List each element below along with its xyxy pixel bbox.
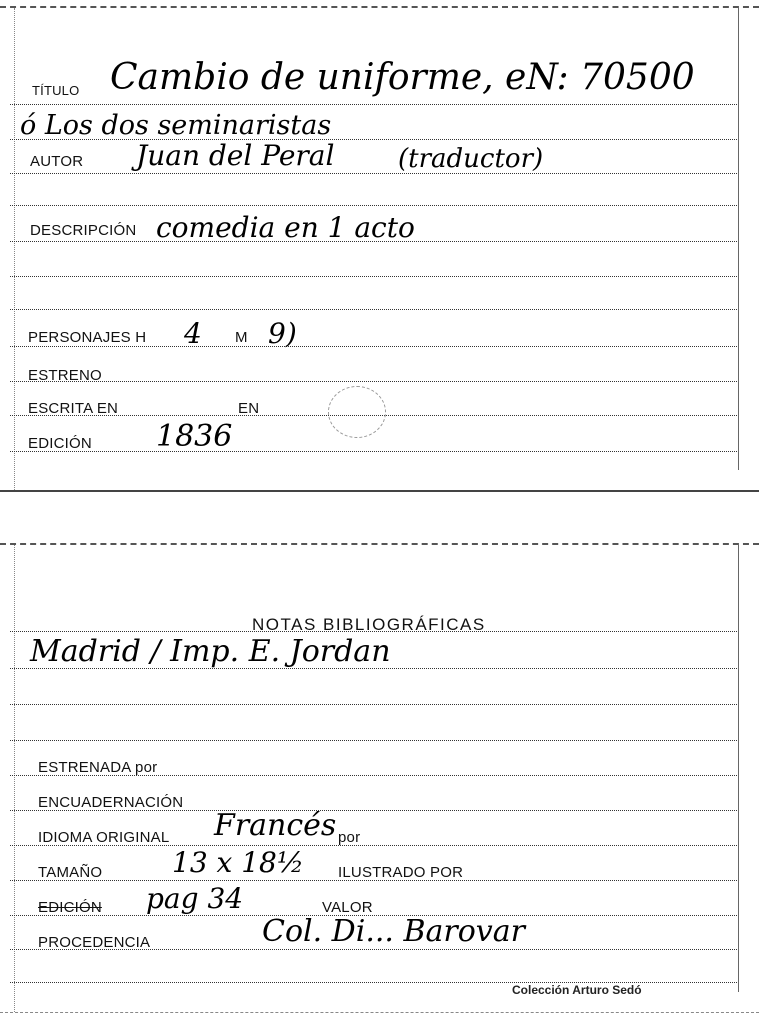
idioma-label: IDIOMA ORIGINAL	[38, 829, 170, 846]
card-right-edge	[738, 8, 739, 470]
rule-line	[10, 104, 737, 105]
escrita-en-label: ESCRITA EN	[28, 400, 119, 417]
tamano-value: 13 x 18½	[172, 846, 304, 879]
rule-line	[10, 381, 737, 382]
personajes-m-label: M	[235, 329, 248, 346]
procedencia-label: PROCEDENCIA	[38, 934, 151, 951]
rule-line	[10, 740, 737, 741]
personajes-label: PERSONAJES H	[28, 329, 147, 346]
titulo-value: Cambio de uniforme, eN: 70500	[110, 57, 695, 98]
ilustrado-label: ILUSTRADO POR	[338, 864, 464, 881]
notas-bibliograficas-heading: NOTAS BIBLIOGRÁFICAS	[252, 615, 486, 634]
notas-value: Madrid / Imp. E. Jordan	[30, 634, 391, 669]
rule-line	[10, 205, 737, 206]
rule-line	[10, 704, 737, 705]
titulo-value-continued: ó Los dos seminaristas	[20, 110, 332, 141]
edicion-value: pag 34	[146, 882, 244, 915]
encuadernacion-label: ENCUADERNACIÓN	[38, 794, 184, 811]
catalog-card-back	[0, 543, 759, 1013]
rule-line	[10, 346, 737, 347]
idioma-value: Francés	[214, 808, 337, 843]
edicion-value: 1836	[156, 419, 233, 454]
personajes-mujeres-value: 9)	[268, 317, 297, 350]
rule-line	[10, 451, 737, 452]
autor-value: Juan del Peral	[136, 139, 335, 172]
card-left-edge	[14, 8, 15, 490]
autor-label: AUTOR	[30, 153, 84, 170]
estreno-label: ESTRENO	[28, 367, 102, 384]
valor-label: VALOR	[322, 899, 373, 916]
en-label: EN	[238, 400, 260, 417]
card-left-edge	[14, 545, 15, 1012]
titulo-label: TÍTULO	[32, 83, 80, 98]
descripcion-label: DESCRIPCIÓN	[30, 222, 137, 239]
edicion-label-struck: EDICIÓN	[38, 899, 102, 916]
collection-credit: Colección Arturo Sedó	[512, 983, 642, 997]
procedencia-value: Col. Di... Barovar	[262, 914, 525, 949]
idioma-por-label: por	[338, 829, 361, 846]
rule-line	[10, 309, 737, 310]
autor-note: (traductor)	[398, 144, 544, 174]
descripcion-value: comedia en 1 acto	[156, 211, 415, 244]
estrenada-label: ESTRENADA por	[38, 759, 158, 776]
card-right-edge	[738, 545, 739, 992]
personajes-hombres-value: 4	[184, 317, 202, 350]
edicion-label: EDICIÓN	[28, 435, 92, 452]
tamano-label: TAMAÑO	[38, 864, 103, 881]
rule-line	[10, 276, 737, 277]
paper-hole-mark	[328, 386, 386, 438]
rule-line	[10, 173, 737, 174]
catalog-card-front	[0, 6, 759, 492]
